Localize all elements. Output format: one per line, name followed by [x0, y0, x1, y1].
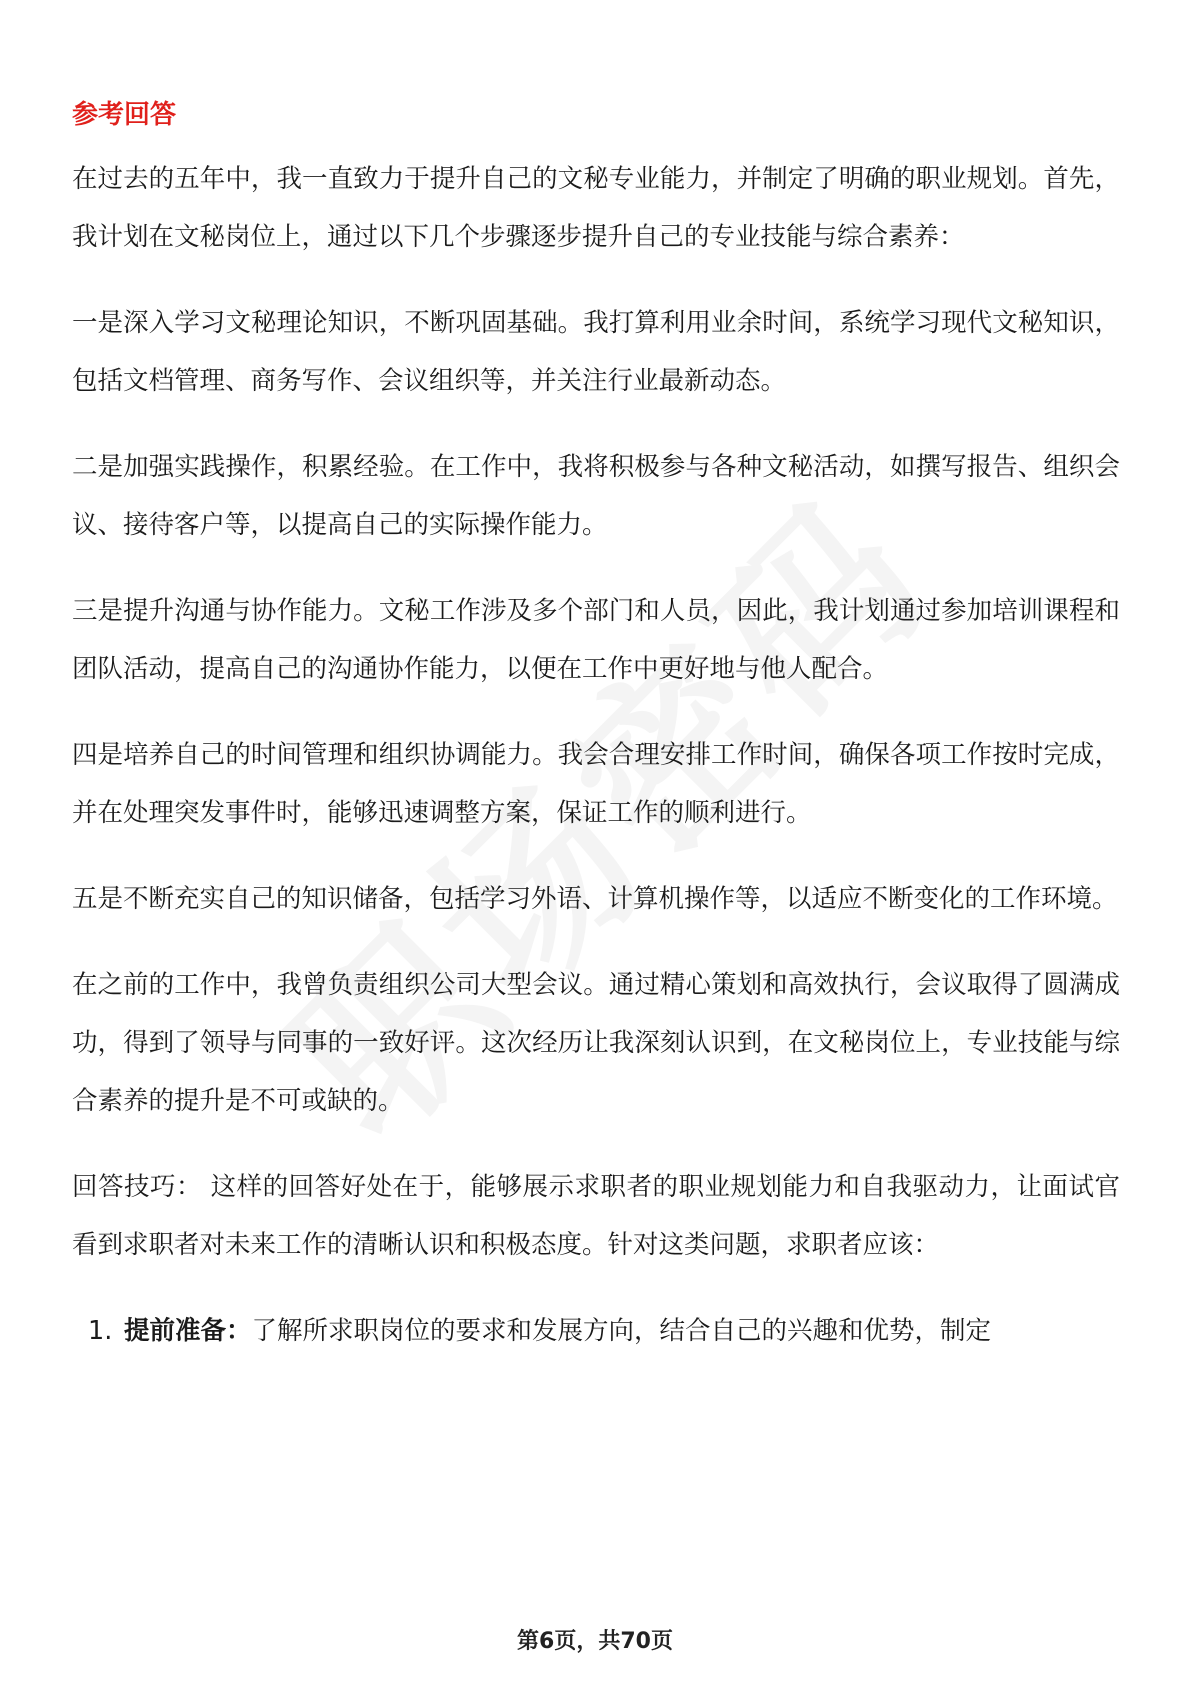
paragraph-point-5: 五是不断充实自己的知识储备，包括学习外语、计算机操作等，以适应不断变化的工作环境。 [72, 884, 1118, 914]
document-body [72, 86, 1120, 1360]
list-text: 了解所求职岗位的要求和发展方向，结合自己的兴趣和优势，制定 [251, 1316, 992, 1346]
list-number: 1. [88, 1316, 113, 1346]
paragraph-point-4: 四是培养自己的时间管理和组织协调能力。我会合理安排工作时间，确保各项工作按时完成，并在处理突发事件时，能够迅速调整方案，保证工作的顺利进行。 [72, 740, 1120, 828]
paragraph-point-3: 三是提升沟通与协作能力。文秘工作涉及多个部门和人员，因此，我计划通过参加培训课程和团队活动，提高自己的沟通协作能力，以便在工作中更好地与他人配合。 [72, 596, 1120, 684]
section-heading: 参考回答 [72, 100, 177, 130]
paragraph-intro: 在过去的五年中，我一直致力于提升自己的文秘专业能力，并制定了明确的职业规划。首先，我计划在文秘岗位上，通过以下几个步骤逐步提升自己的专业技能与综合素养： [72, 164, 1120, 252]
paragraph-point-2: 二是加强实践操作，积累经验。在工作中，我将积极参与各种文秘活动，如撰写报告、组织会议、接待客户等，以提高自己的实际操作能力。 [72, 452, 1120, 540]
page-number: 第6页，共70页 [517, 1629, 673, 1654]
paragraph-experience: 在之前的工作中，我曾负责组织公司大型会议。通过精心策划和高效执行，会议取得了圆满成功，得到了领导与同事的一致好评。这次经历让我深刻认识到，在文秘岗位上，专业技能与综合素养的提升是不可或缺的。 [72, 970, 1120, 1116]
paragraph-point-1: 一是深入学习文秘理论知识，不断巩固基础。我打算利用业余时间，系统学习现代文秘知识，包括文档管理、商务写作、会议组织等，并关注行业最新动态。 [72, 308, 1120, 396]
list-label: 提前准备： [124, 1316, 252, 1346]
paragraph-tips: 回答技巧： 这样的回答好处在于，能够展示求职者的职业规划能力和自我驱动力，让面试官看到求职者对未来工作的清晰认识和积极态度。针对这类问题，求职者应该： [72, 1172, 1120, 1260]
list-item [72, 1302, 1120, 1360]
tips-list [72, 1302, 1120, 1360]
